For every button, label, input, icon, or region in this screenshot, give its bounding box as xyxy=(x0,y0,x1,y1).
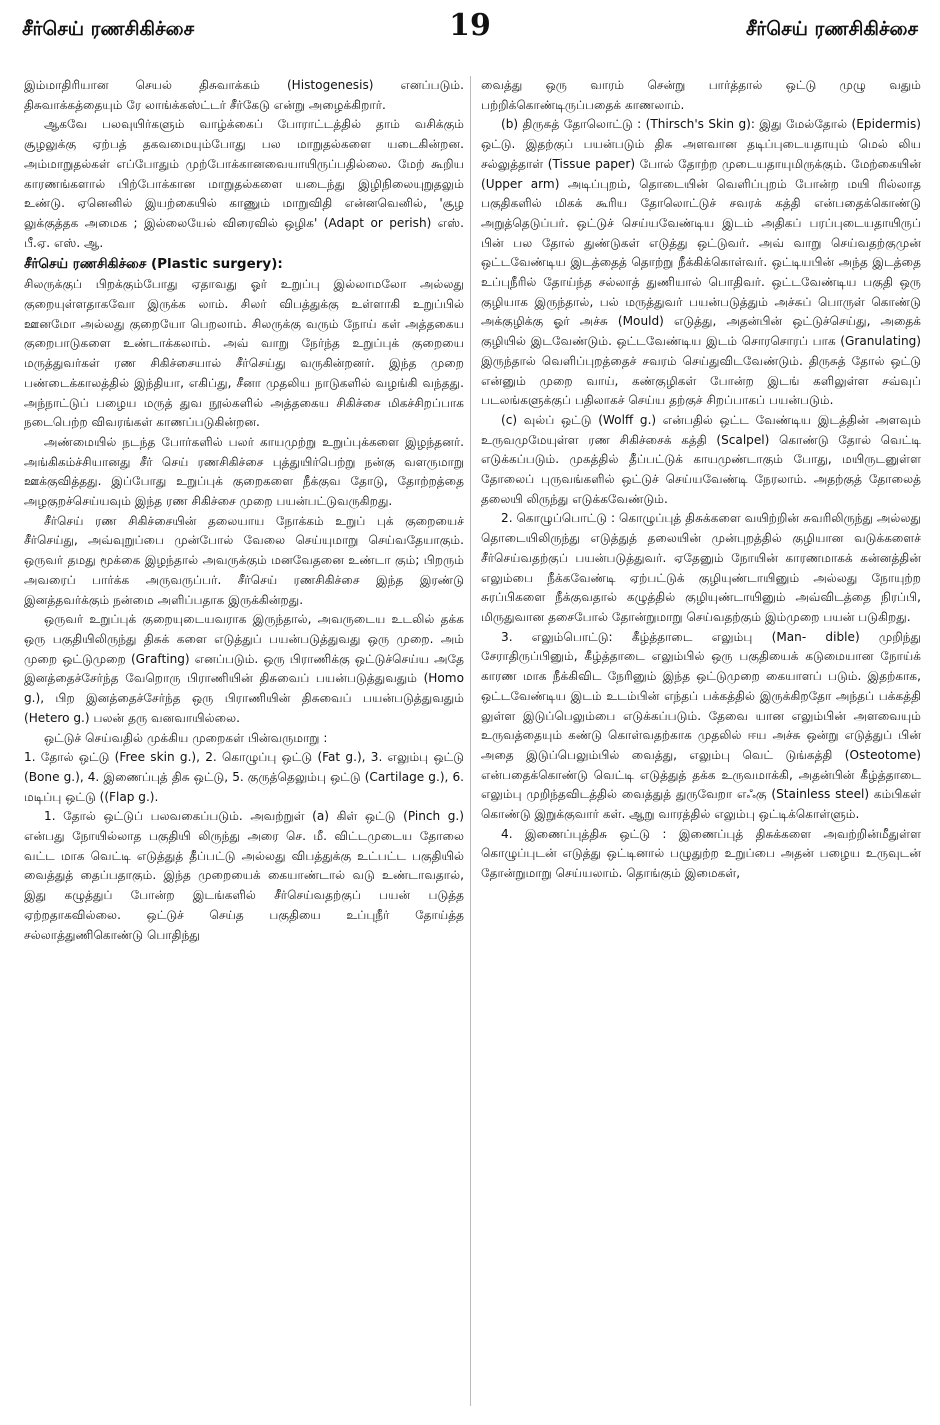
paragraph: 3. எலும்பொட்டு: கீழ்த்தாடை எலும்பு (Man- dible) முறிந்து சேராதிருப்பினும், கீழ்த்தாடை எலும்பில் ஒரு பகுதியைக் கடுமையான நோய்க் காரண மாக நீக்கிவிட நேரினும் இந்த ஒட்டுமுறை கையாளப் படும். இதற்காக, ஒட்டவேண்டிய இடம் உடம்பின் எந்தப் பக்கத்தில் இருக்கிறதோ அந்தப் பக்கத்தி லுள்ள இடுப்பெலும்பை எடுக்கப்படும். தேவை யான எலும்பின் அளவையும் உருவத்தையும் கண்டு கொள்வதற்காக முதலில் ஈய அச்சு ஒன்று எடுத்துப் பின் அதை இடுப்பெலும்பில் வைத்து, எலும்பு வெட் டுங்கத்தி (Osteotome) என்பதைக்கொண்டு வெட்டி எடுத்துத் தக்க உருவமாக்கி, அதன்பின் கீழ்த்தாடை எலும்பு முறிந்தவிடத்தில் வைத்துத் துருவேறா எஃகு (Stainless steel) கம்பிகள் கொண்டு இறுக்குவார் கள். ஆறு வாரத்தில் எலும்பு ஒட்டிக்கொள்ளும். xyxy=(481,629,921,822)
paragraph: அண்மையில் நடந்த போர்களில் பலர் காயமுற்று உறுப்புக்களை இழந்தனர். அங்கிகம்ச்சியானது சீர் செய் ரணசிகிச்சை புத்துயிர்பெற்று நன்கு வளருமாறு ஊக்குவித்தது. இப்போது உறுப்புக் குறைகளை நீக்குவ தோடு, தோற்றத்தை அழகுறச்செய்யவும் இந்த ரண சிகிச்சை முறை பயன்பட்டுவருகிறது. xyxy=(24,434,464,509)
paragraph: 2. கொழுப்பொட்டு : கொழுப்புத் திசுக்களை வயிற்றின் சுவரிலிருந்து அல்லது தொடையிலிருந்து எடுத்துத் தலையின் முன்புறத்தில் குழியான வடுக்களைச் சீர்செய்வதற்குப் பயன்படுத்துவர். ஏதேனும் நோயின் காரணமாகக் கன்னத்தின் எலும்பை நீக்கவேண்டி ஏற்பட்டுக் குழியுண்டாயினும் அல்லது நோயுற்ற சுரப்பிகளை நீக்குவதால் கழுத்தில் குழியுண்டாயினும் அவ்விடத்தை நிரப்பி, மிருதுவான தசைபோல் தோன்றுமாறு செய்வதற்கும் இம்முறை பயன் படுகிறது. xyxy=(481,511,921,624)
paragraph: சீர்செய் ரண சிகிச்சையின் தலையாய நோக்கம் உறுப் புக் குறையைச் சீர்செய்து, அவ்வுறுப்பை முன்போல் வேலை செய்யுமாறு செய்வதேயாகும். ஒருவர் தமது மூக்கை இழந்தால் அவருக்கும் மனவேதனை உண்டா கும்; பிறரும் அவரைப் பார்க்க அருவருப்பர். சீர்செய் ரணசிகிச்சை இந்த இரண்டு இனத்தவர்க்கும் நன்மை அளிப்பதாக இருக்கின்றது. xyxy=(24,513,464,607)
left-column xyxy=(24,76,464,1406)
entry-heading: சீர்செய் ரணசிகிச்சை (Plastic surgery): xyxy=(24,256,283,273)
paragraph: ஒருவர் உறுப்புக் குறையுடையவராக இருந்தால், அவருடைய உடலில் தக்க ஒரு பகுதியிலிருந்து திசுக் களை எடுத்துப் பயன்படுத்துவது ஒரு முறை. அம் முறை ஒட்டுமுறை (Grafting) எனப்படும். ஒரு பிராணிக்கு ஒட்டுச்செய்ய அதே இனத்தைச்சேர்ந்த வேறொரு பிராணியின் திசுவைப் பயன்படுத்துவதும் (Homo g.), பிற இனத்தைச்சேர்ந்த ஒரு பிராணியின் திசுவைப் பயன்படுத்துவதும் (Hetero g.) பலன் தரு வனவாயில்லை. xyxy=(24,612,464,725)
page-header xyxy=(22,6,918,50)
paragraph: சிலருக்குப் பிறக்கும்போது ஏதாவது ஓர் உறுப்பு இல்லாமலோ அல்லது குறையுள்ளதாகவோ இருக்க லாம். சிலர் விபத்துக்கு உள்ளாகி உறுப்பில் ஊனமோ அல்லது குறையோ பெறலாம். சிலருக்கு வரும் நோய் கள் அத்தகைய குறைபாடுகளை உண்டாக்கலாம். அவ் வாறு நேர்ந்த உறுப்புக் குறையை மருத்துவர்கள் ரண சிகிச்சையால் சீர்செய்து வருகின்றனர். இந்த முறை பண்டைக்காலத்தில் இந்தியா, எகிப்து, சீனா முதலிய நாடுகளில் வழங்கி வந்தது. அந்நாட்டுப் பழைய மருத் துவ நூல்களில் அத்தகைய சிகிச்சை மிகச்சிறப்பாக நடைபெற்ற விவரங்கள் காணப்படுகின்றன. xyxy=(24,277,464,430)
paragraph: ஆகவே பலவுயிர்களும் வாழ்க்கைப் போராட்டத்தில் தாம் வசிக்கும் சூழலுக்கு ஏற்பத் தகவமையும்போது பல மாறுதல்களை யடைகின்றன. அம்மாறுதல்கள் எப்போதும் முற்போக்கானவையாயிருப்பதில்லை. மேற் கூறிய காரணங்களால் பிற்போக்கான மாறுதல்களை யடைந்து இழிநிலையுறுதலும் உண்டு. ஏனெனில் இயற்கையில் காணும் மாறுவிதி என்னவெனில், 'சூழ லுக்குத்தக அமைக ; இல்லையேல் விரைவில் ஒழிக' (Adapt or perish) எஸ். பீ.ஏ. எஸ். ஆ. xyxy=(24,117,464,250)
running-title-left: சீர்செய் ரணசிகிச்சை xyxy=(22,18,195,40)
running-title-right: சீர்செய் ரணசிகிச்சை xyxy=(745,18,918,40)
paragraph: 4. இணைப்புத்திசு ஒட்டு : இணைப்புத் திசுக்களை அவற்றின்மீதுள்ள கொழுப்புடன் எடுத்து ஒட்டினால் பழுதுற்ற உறுப்பை அதன் பழைய உருவுடன் தோன்றுமாறு செய்யலாம். தொங்கும் இமைகள், xyxy=(481,826,921,881)
paragraph: 1. தோல் ஒட்டு (Free skin g.), 2. கொழுப்பு ஒட்டு (Fat g.), 3. எலும்பு ஒட்டு (Bone g.), 4. இணைப்புத் திசு ஒட்டு, 5. குருத்தெலும்பு ஒட்டு (Cartilage g.), 6. மடிப்பு ஒட்டு ((Flap g.). xyxy=(24,750,464,804)
paragraph: ஒட்டுச் செய்வதில் முக்கிய முறைகள் பின்வருமாறு : xyxy=(44,730,328,745)
paragraph: வைத்து ஒரு வாரம் சென்று பார்த்தால் ஒட்டு முழு வதும் பற்றிக்கொண்டிருப்பதைக் காணலாம். xyxy=(481,78,921,112)
page-number: 19 xyxy=(449,8,491,43)
right-column xyxy=(481,76,921,1406)
paragraph: இம்மாதிரியான செயல் திசுவாக்கம் (Histogenesis) எனப்படும். திசுவாக்கத்தையும் ரே லாங்க்கஸ்ட்டர் சீர்கேடு என்று அழைக்கிறார். xyxy=(24,78,464,112)
paragraph: (c) வுல்ப் ஒட்டு (Wolff g.) என்பதில் ஒட்ட வேண்டிய இடத்தின் அளவும் உருவமுமேயுள்ள ரண சிகிச்சைக் கத்தி (Scalpel) கொண்டு தோல் வெட்டி எடுக்கப்படும். முகத்தில் தீப்பட்டுக் காயமுண்டாகும் போது, மயிருடனுள்ள தோலைப் புருவங்களில் ஒட்டுச் செய்யவேண்டி நேரலாம். அதற்குத் தோலைத் தலையி லிருந்து எடுக்கவேண்டும். xyxy=(481,412,921,506)
paragraph: 1. தோல் ஒட்டுப் பலவகைப்படும். அவற்றுள் (a) கிள் ஒட்டு (Pinch g.) என்பது நோயில்லாத பகுதியி லிருந்து அரை செ. மீ. விட்டமுடைய தோலை வட்ட மாக வெட்டி எடுத்துத் தீப்பட்டு அல்லது விபத்துக்கு உட்பட்ட பகுதியில் வைத்துத் தைப்பதாகும். இந்த முறையைக் கையாண்டால் வடு உண்டாவதால், இது கழுத்துப் போன்ற இடங்களில் சீர்செய்வதற்குப் பயன் படுத்த ஏற்றதாகவில்லை. ஒட்டுச் செய்த பகுதியை உப்புநீர் தோய்த்த சல்லாத்துணிகொண்டு பொதிந்து xyxy=(24,809,464,942)
paragraph: (b) திருசுத் தோலொட்டு : (Thirsch's Skin g): இது மேல்தோல் (Epidermis) ஒட்டு. இதற்குப் பயன்படும் திசு அளவான தடிப்புடையதாயும் மெல் லிய சல்லுத்தாள் (Tissue paper) போல் தோற்ற முடையதாயுமிருக்கும். மேற்கையின் (Upper arm) அடிப்புறம், தொடையின் வெளிப்புறம் போன்ற மயி ரில்லாத பகுதிகளில் மிகக் கூரிய தோலொட்டுச் சவரக் கத்தி என்பதைக்கொண்டு அறுத்தெடுப்பர். ஒட்டுச் செய்யவேண்டிய இடம் அதிகப் பரப்புடையதாயிருப் பின் பல தோல் துண்டுகள் எடுத்து ஒட்டுவர். அவ் வாறு செய்வதற்குமுன் ஒட்டவேண்டிய இடத்தைத் தொற்று நீக்கிக்கொள்வர். ஒட்டியபின் அந்த இடத்தை உப்புநீரில் தோய்ந்த சல்லாத் துணியால் பொதிவர். ஒட்டவேண்டிய பகுதி ஒரு குழியாக இருந்தால், பல் மருத்துவர் பயன்படுத்தும் அச்சுப் பொருள் கொண்டு அக்குழிக்கு ஓர் அச்சு (Mould) எடுத்து, அதன்பின் ஒட்டுச்செய்து, அதைக் குழியில் இடவேண்டும். ஒட்டவேண்டிய இடம் சொரசொரப் பாக (Granulating) இருந்தால் வெளிப்புறத்தைச் சவரம் செய்துவிடவேண்டும். திருசுத் தோல் ஒட்டு என்னும் முறை வாய், கண்குழிகள் போன்ற இடங் களிலுள்ள சவ்வுப் படலங்களுக்குப் பதிலாகச் செய்ய தற்குச் சிறப்பாகப் பயன்படும். xyxy=(481,117,921,408)
column-divider xyxy=(470,76,471,1406)
